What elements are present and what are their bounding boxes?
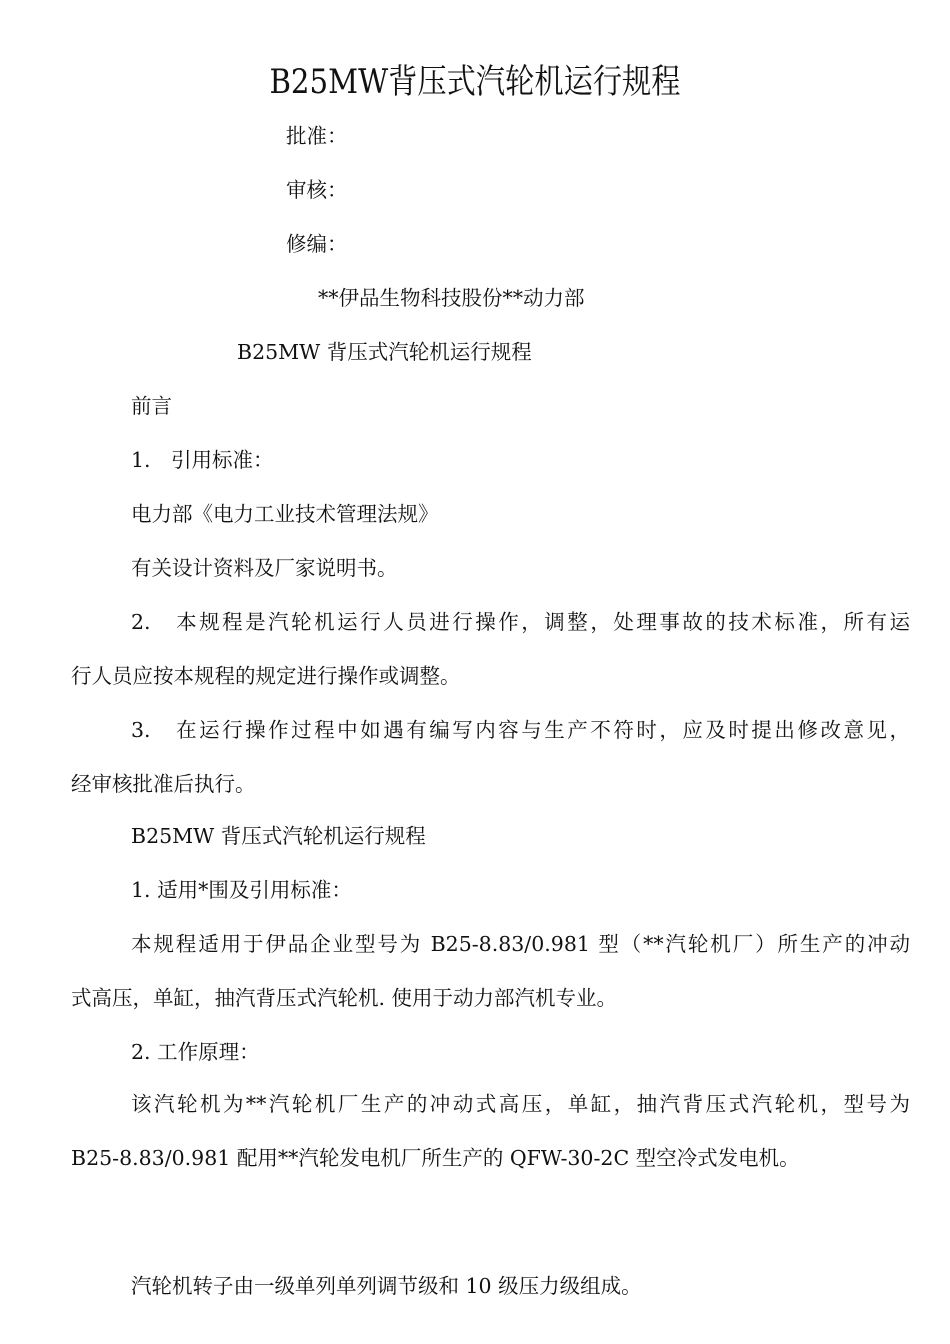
item-2-line-2: 行人员应按本规程的规定进行操作或调整。: [71, 664, 461, 688]
item-3-line-2: 经审核批准后执行。: [71, 772, 256, 796]
section-2-heading: 2. 工作原理：: [131, 1040, 260, 1064]
edit-label: 修编：: [286, 232, 348, 256]
organization-name: **伊品生物科技股份**动力部: [318, 286, 585, 310]
reference-2: 有关设计资料及厂家说明书。: [131, 556, 398, 580]
document-subtitle: B25MW 背压式汽轮机运行规程: [237, 340, 532, 364]
review-label: 审核：: [286, 178, 348, 202]
section-title: B25MW 背压式汽轮机运行规程: [131, 824, 426, 848]
approve-label: 批准：: [286, 124, 348, 148]
document-title: B25MW背压式汽轮机运行规程: [269, 62, 681, 102]
item-2-line-1: 2. 本规程是汽轮机运行人员进行操作，调整，处理事故的技术标准，所有运: [131, 610, 910, 634]
item-3-line-1: 3. 在运行操作过程中如遇有编写内容与生产不符时，应及时提出修改意见，: [131, 718, 910, 742]
reference-1: 电力部《电力工业技术管理法规》: [131, 502, 439, 526]
item-1-heading: 1. 引用标准：: [131, 448, 274, 472]
section-2-paragraph-line-1: 该汽轮机为**汽轮机厂生产的冲动式高压，单缸，抽汽背压式汽轮机，型号为: [131, 1092, 910, 1116]
section-2-paragraph-line-2: B25-8.83/0.981 配用**汽轮发电机厂所生产的 QFW-30-2C 型空冷式发电机。: [71, 1146, 800, 1170]
section-1-heading: 1. 适用*围及引用标准：: [131, 878, 352, 902]
section-1-paragraph-line-1: 本规程适用于伊品企业型号为 B25-8.83/0.981 型（**汽轮机厂）所生产的冲动: [131, 932, 910, 956]
section-1-paragraph-line-2: 式高压，单缸，抽汽背压式汽轮机. 使用于动力部汽机专业。: [71, 986, 618, 1010]
preface-heading: 前言: [131, 394, 172, 418]
section-2-paragraph-2: 汽轮机转子由一级单列单列调节级和 10 级压力级组成。: [131, 1274, 642, 1298]
